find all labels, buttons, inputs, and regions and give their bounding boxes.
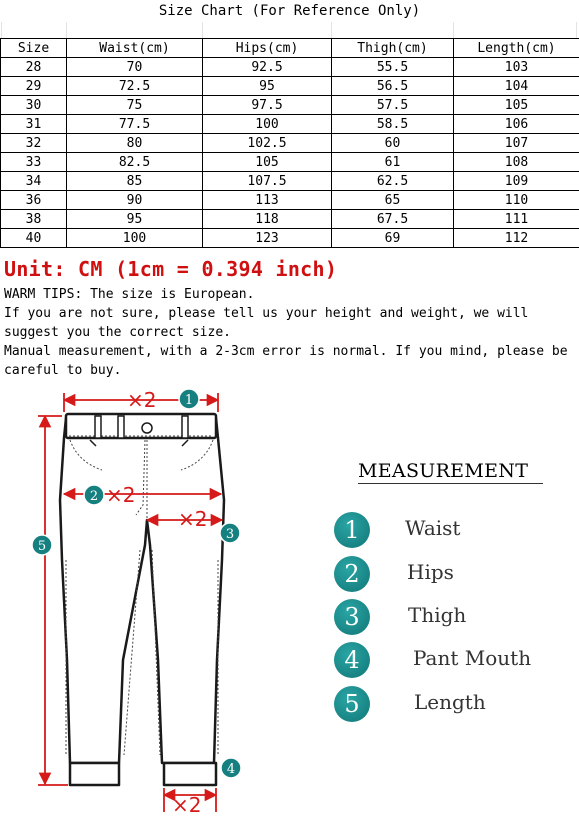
cell-size: 30: [1, 96, 67, 115]
cell-hips: 102.5: [203, 134, 332, 153]
cell-hips: 107.5: [203, 172, 332, 191]
cell-thigh: 60: [332, 134, 454, 153]
cell-hips: 97.5: [203, 96, 332, 115]
cell-hips: 118: [203, 210, 332, 229]
table-row: [1, 210, 579, 229]
cell-size: 36: [1, 191, 67, 210]
cell-hips: 105: [203, 153, 332, 172]
table-row: [1, 77, 579, 96]
table-row: [1, 58, 579, 77]
header-waist: Waist(cm): [67, 39, 203, 58]
cell-thigh: 69: [332, 229, 454, 248]
table-row: [1, 153, 579, 172]
badge-1-number: 1: [184, 393, 194, 408]
badge-3-number: 3: [225, 527, 235, 542]
cell-waist: 95: [67, 210, 203, 229]
hips-factor-label: ×2: [106, 483, 136, 507]
table-row: [1, 96, 579, 115]
mouth-factor-label: ×2: [172, 793, 202, 817]
warm-tips: [4, 285, 576, 380]
cell-length: 107: [454, 134, 579, 153]
cell-waist: 90: [67, 191, 203, 210]
cell-length: 111: [454, 210, 579, 229]
cell-length: 104: [454, 77, 579, 96]
cell-thigh: 57.5: [332, 96, 454, 115]
badge-2-icon: 2: [334, 556, 370, 592]
badge-4-icon: 4: [334, 642, 370, 678]
cell-waist: 100: [67, 229, 203, 248]
cell-waist: 77.5: [67, 115, 203, 134]
measurement-label-pant-mouth: Pant Mouth: [413, 646, 532, 670]
cell-hips: 100: [203, 115, 332, 134]
cell-waist: 80: [67, 134, 203, 153]
header-length: Length(cm): [454, 39, 579, 58]
cell-thigh: 65: [332, 191, 454, 210]
cell-size: 32: [1, 134, 67, 153]
header-size: Size: [1, 39, 67, 58]
measurement-title: MEASUREMENT: [358, 460, 529, 482]
badge-3-icon: 3: [334, 599, 370, 635]
cell-length: 109: [454, 172, 579, 191]
size-chart-title: Size Chart (For Reference Only): [158, 3, 421, 19]
cell-size: 28: [1, 58, 67, 77]
measurement-label-hips: Hips: [407, 560, 454, 584]
cell-thigh: 55.5: [332, 58, 454, 77]
cell-thigh: 61: [332, 153, 454, 172]
table-row: [1, 172, 579, 191]
tip-line: WARM TIPS: The size is European.: [4, 287, 255, 302]
table-header-row: [1, 39, 579, 58]
header-hips: Hips(cm): [203, 39, 332, 58]
cell-length: 108: [454, 153, 579, 172]
unit-note: Unit: CM (1cm = 0.394 inch): [4, 257, 338, 281]
cell-thigh: 56.5: [332, 77, 454, 96]
measurement-label-length: Length: [414, 690, 486, 714]
cell-length: 110: [454, 191, 579, 210]
header-thigh: Thigh(cm): [332, 39, 454, 58]
cell-waist: 72.5: [67, 77, 203, 96]
cell-hips: 123: [203, 229, 332, 248]
cell-thigh: 67.5: [332, 210, 454, 229]
cell-waist: 85: [67, 172, 203, 191]
table-row: [1, 115, 579, 134]
cell-length: 112: [454, 229, 579, 248]
size-table: [0, 38, 579, 248]
cell-size: 33: [1, 153, 67, 172]
badge-5-number: 5: [37, 539, 47, 554]
cell-size: 40: [1, 229, 67, 248]
cell-length: 103: [454, 58, 579, 77]
cell-size: 31: [1, 115, 67, 134]
thigh-factor-label: ×2: [178, 507, 208, 531]
cell-length: 106: [454, 115, 579, 134]
cell-size: 38: [1, 210, 67, 229]
badge-4-number: 4: [226, 762, 236, 777]
cell-waist: 82.5: [67, 153, 203, 172]
measurement-label-waist: Waist: [405, 516, 461, 540]
tip-line: If you are not sure, please tell us your height and weight, we will suggest you the correct size.: [4, 306, 529, 340]
cell-size: 34: [1, 172, 67, 191]
badge-1-icon: 1: [334, 512, 370, 548]
measurement-underline: [358, 483, 543, 484]
cell-thigh: 58.5: [332, 115, 454, 134]
table-row: [1, 134, 579, 153]
badge-5-icon: 5: [334, 686, 370, 722]
table-row: [1, 191, 579, 210]
header-spacer: [0, 22, 579, 38]
waist-factor-label: ×2: [127, 388, 157, 412]
cell-waist: 75: [67, 96, 203, 115]
table-row: [1, 229, 579, 248]
cell-hips: 92.5: [203, 58, 332, 77]
cell-waist: 70: [67, 58, 203, 77]
cell-hips: 95: [203, 77, 332, 96]
badge-2-number: 2: [89, 489, 99, 504]
cell-size: 29: [1, 77, 67, 96]
cell-hips: 113: [203, 191, 332, 210]
pants-diagram: [0, 384, 579, 825]
pants-outline: [60, 414, 224, 785]
cell-thigh: 62.5: [332, 172, 454, 191]
cell-length: 105: [454, 96, 579, 115]
tip-line: Manual measurement, with a 2-3cm error is normal. If you mind, please be careful to buy.: [4, 344, 568, 378]
measurement-label-thigh: Thigh: [408, 603, 467, 627]
